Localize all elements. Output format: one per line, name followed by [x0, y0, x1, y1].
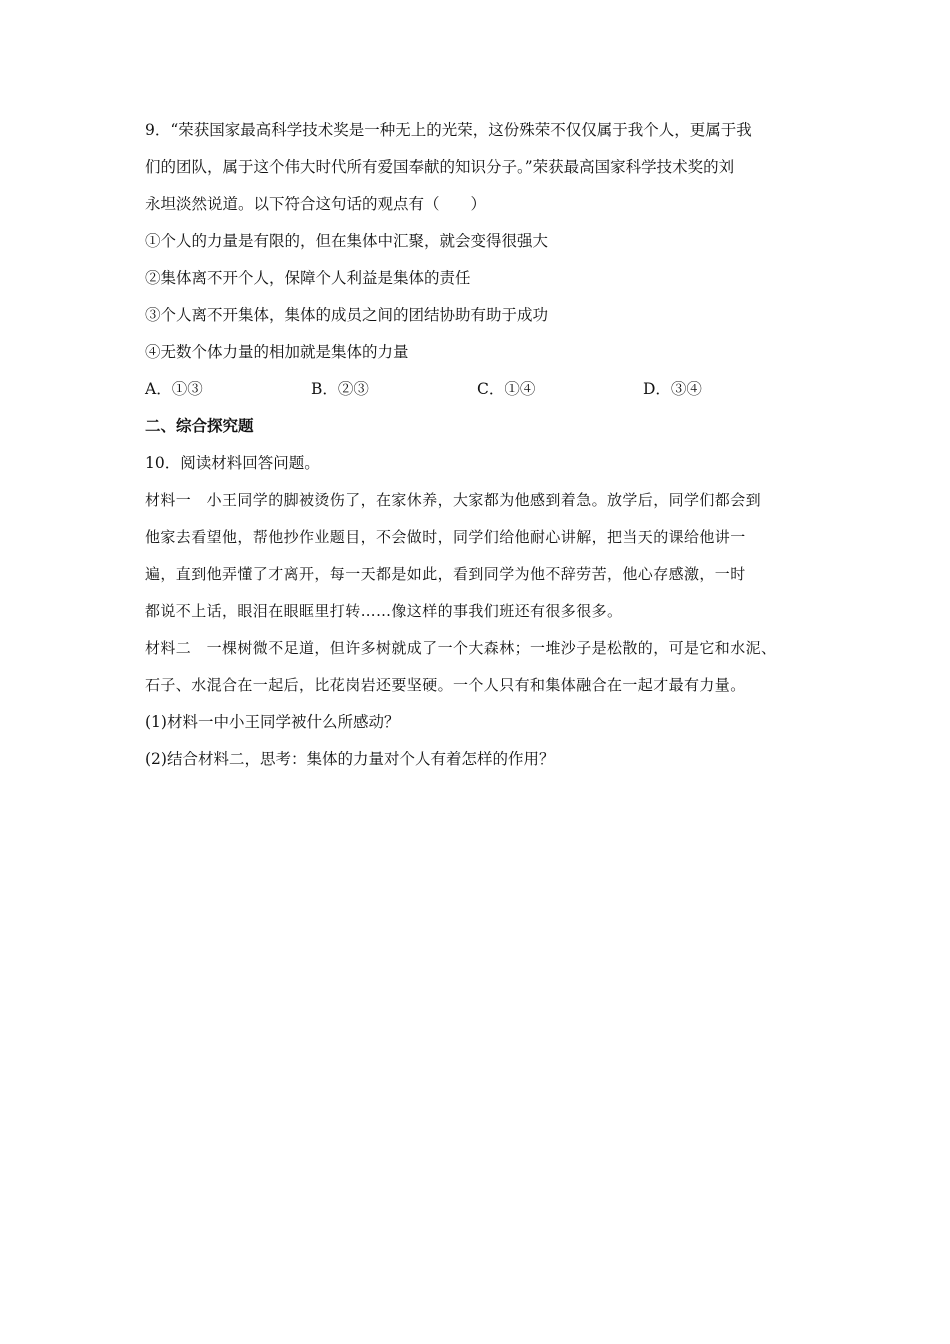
section-heading: 二、综合探究题: [145, 417, 254, 435]
option-c: C．①④: [477, 380, 536, 398]
document-content: [145, 112, 835, 778]
question-10: [145, 445, 835, 778]
option-b: B．②③: [311, 380, 369, 398]
material-1: [145, 482, 835, 630]
material-1-line-3: 遍，直到他弄懂了才离开，每一天都是如此，看到同学为他不辞劳苦，他心存感激，一时: [145, 565, 746, 583]
material-1-line-2: 他家去看望他，帮他抄作业题目，不会做时，同学们给他耐心讲解，把当天的课给他讲一: [145, 528, 746, 546]
material-2-line-2: 石子、水混合在一起后，比花岗岩还要坚硬。一个人只有和集体融合在一起才最有力量。: [145, 676, 746, 694]
statement-4: ④无数个体力量的相加就是集体的力量: [145, 343, 409, 361]
question-9-stem-line-2: 们的团队，属于这个伟大时代所有爱国奉献的知识分子。”荣获最高国家科学技术奖的刘: [145, 158, 735, 176]
material-1-line-1: 材料一 小王同学的脚被烫伤了，在家休养，大家都为他感到着急。放学后，同学们都会到: [145, 491, 762, 509]
answer-options: [145, 371, 835, 408]
sub-question-1: (1)材料一中小王同学被什么所感动？: [145, 713, 400, 731]
statement-1: ①个人的力量是有限的，但在集体中汇聚，就会变得很强大: [145, 232, 549, 250]
material-2: [145, 630, 835, 704]
question-9-stem-line-1: 9．“荣获国家最高科学技术奖是一种无上的光荣，这份殊荣不仅仅属于我个人，更属于我: [145, 121, 752, 139]
sub-question-2: (2)结合材料二，思考：集体的力量对个人有着怎样的作用？: [145, 750, 555, 768]
question-9-stem-line-3: 永坦淡然说道。以下符合这句话的观点有（ ）: [145, 195, 487, 213]
material-1-line-4: 都说不上话，眼泪在眼眶里打转……像这样的事我们班还有很多很多。: [145, 602, 623, 620]
statement-3: ③个人离不开集体，集体的成员之间的团结协助有助于成功: [145, 306, 549, 324]
option-a: A．①③: [145, 380, 203, 398]
statement-2: ②集体离不开个人，保障个人利益是集体的责任: [145, 269, 471, 287]
question-9: [145, 112, 835, 408]
option-d: D．③④: [643, 380, 702, 398]
question-10-intro: 10．阅读材料回答问题。: [145, 454, 320, 472]
material-2-line-1: 材料二 一棵树微不足道，但许多树就成了一个大森林；一堆沙子是松散的，可是它和水泥、: [145, 639, 777, 657]
